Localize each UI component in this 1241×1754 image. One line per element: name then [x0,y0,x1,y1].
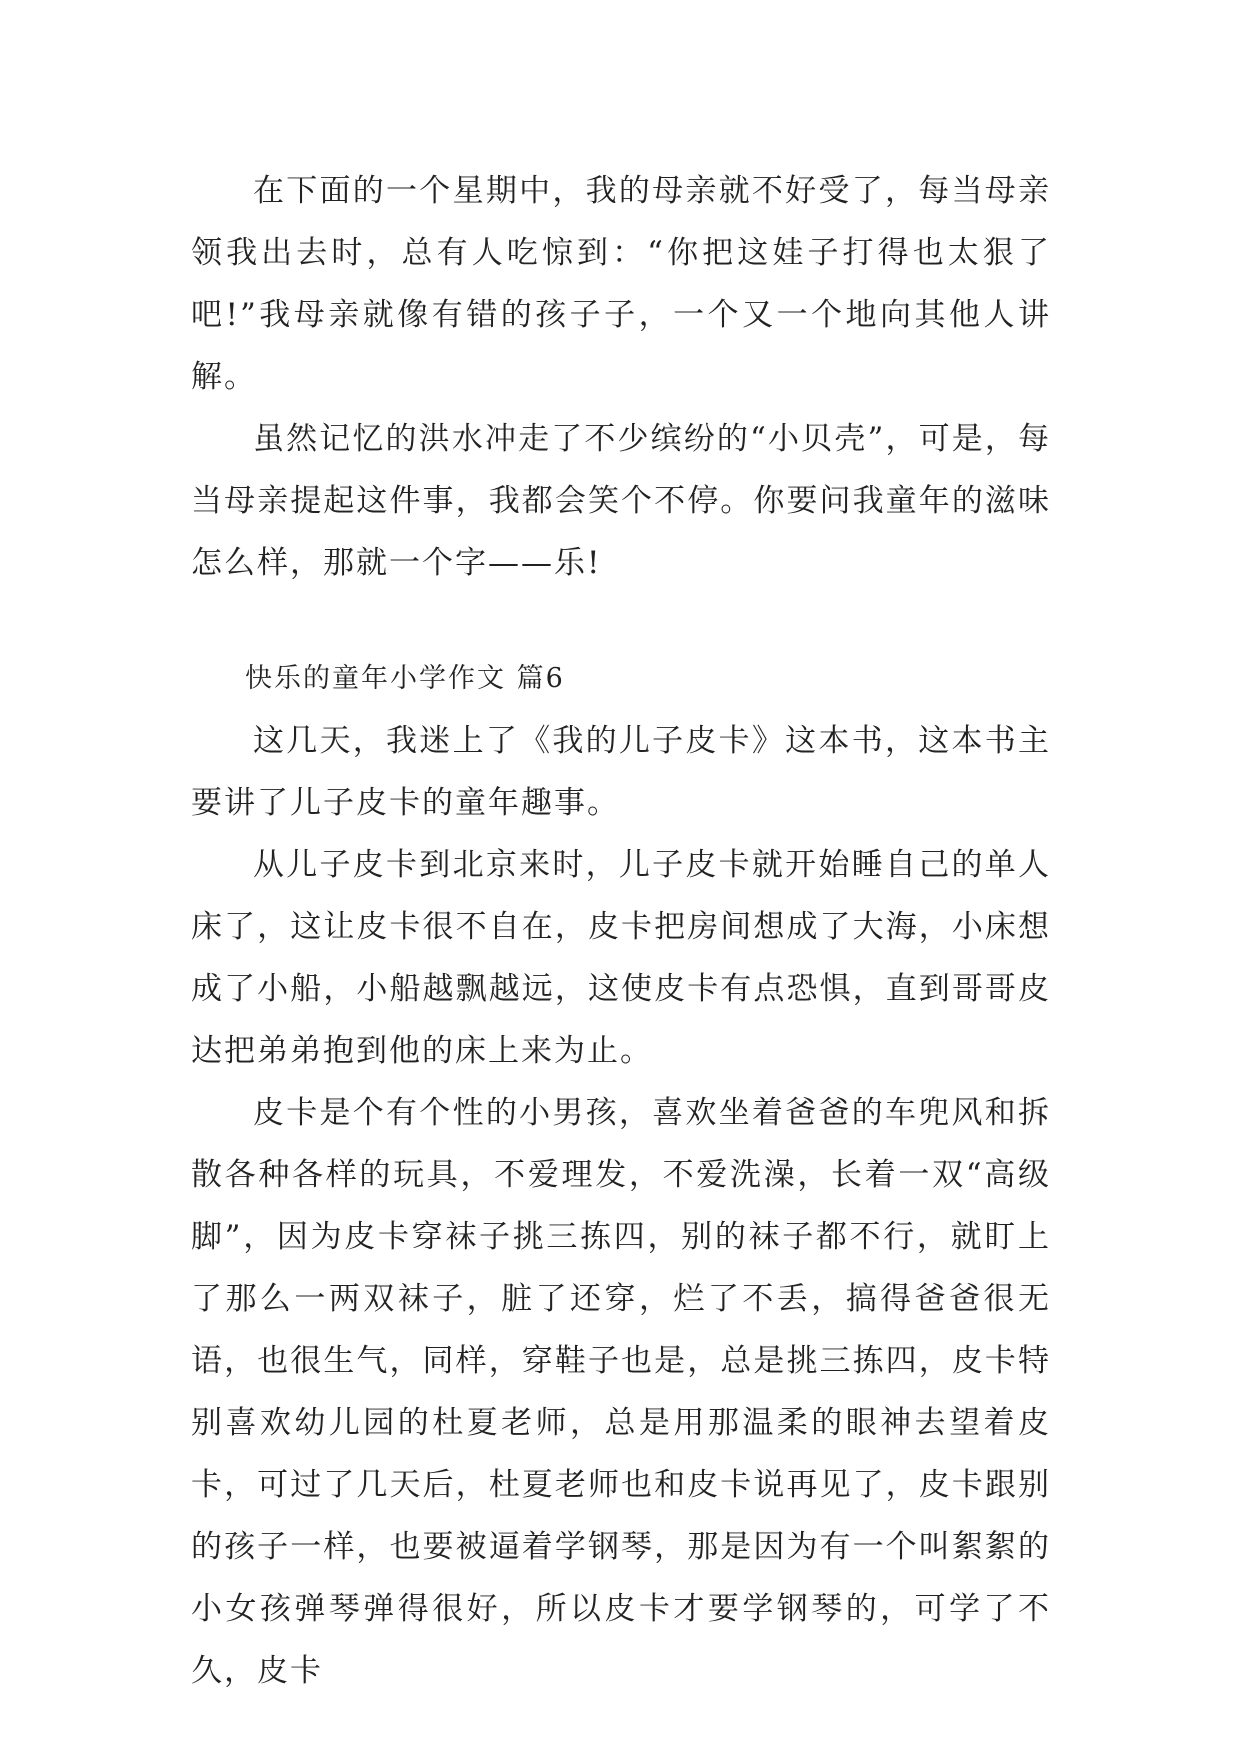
paragraph: 从儿子皮卡到北京来时，儿子皮卡就开始睡自己的单人床了，这让皮卡很不自在，皮卡把房间想成了大海，小床想成了小船，小船越飘越远，这使皮卡有点恐惧，直到哥哥皮达把弟弟抱到他的床上来为止。 [191,847,1051,1069]
paragraph: 在下面的一个星期中，我的母亲就不好受了，每当母亲领我出去时，总有人吃惊到：“你把这娃子打得也太狠了吧!”我母亲就像有错的孩子子，一个又一个地向其他人讲解。 [191,173,1051,395]
paragraph: 虽然记忆的洪水冲走了不少缤纷的“小贝壳”，可是，每当母亲提起这件事，我都会笑个不停。你要问我童年的滋味怎么样，那就一个字——乐! [191,421,1051,581]
paragraph: 这几天，我迷上了《我的儿子皮卡》这本书，这本书主要讲了儿子皮卡的童年趣事。 [191,723,1051,821]
section-heading: 快乐的童年小学作文 篇6 [245,663,565,694]
document-body [191,160,1051,1702]
paragraph: 皮卡是个有个性的小男孩，喜欢坐着爸爸的车兜风和拆散各种各样的玩具，不爱理发，不爱洗澡，长着一双“高级脚”，因为皮卡穿袜子挑三拣四，别的袜子都不行，就盯上了那么一两双袜子，脏了还穿，烂了不丢，搞得爸爸很无语，也很生气，同样，穿鞋子也是，总是挑三拣四，皮卡特别喜欢幼儿园的杜夏老师，总是用那温柔的眼神去望着皮卡，可过了几天后，杜夏老师也和皮卡说再见了，皮卡跟别的孩子一样，也要被逼着学钢琴，那是因为有一个叫絮絮的小女孩弹琴弹得很好，所以皮卡才要学钢琴的，可学了不久，皮卡 [191,1095,1051,1689]
